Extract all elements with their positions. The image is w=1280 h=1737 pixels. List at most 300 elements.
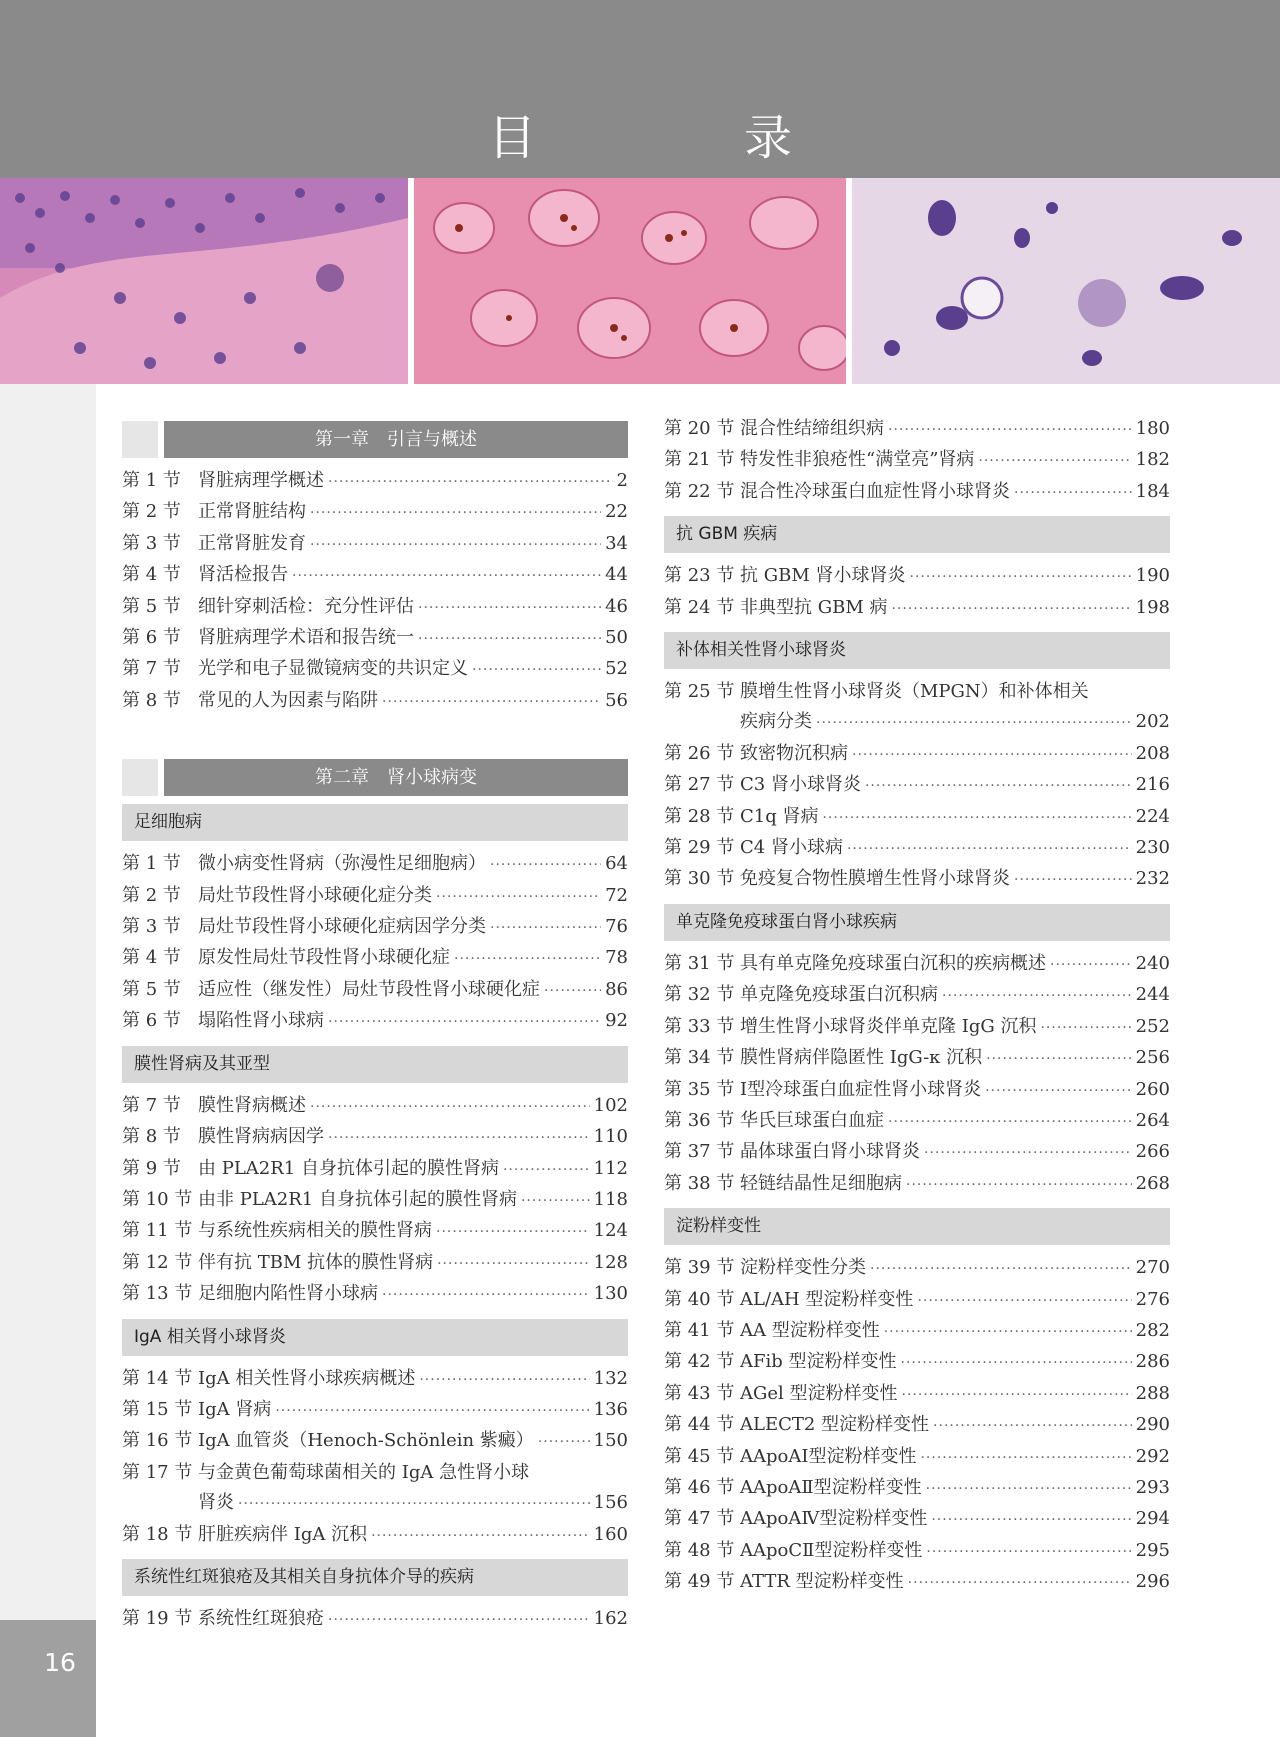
toc-entry[interactable] (664, 770, 1170, 801)
leader-dots (888, 1107, 1132, 1137)
toc-entry[interactable] (664, 1169, 1170, 1200)
leader-dots (238, 1489, 590, 1519)
entry-number: 第 44 节 (664, 1414, 735, 1436)
section-heading: 足细胞病 (122, 804, 628, 841)
entry-title: AApoAⅣ型淀粉样变性 (740, 1508, 928, 1530)
toc-entry[interactable] (122, 849, 628, 880)
section-heading: 膜性肾病及其亚型 (122, 1046, 628, 1083)
leader-dots (884, 1317, 1132, 1347)
entry-page: 198 (1135, 596, 1170, 618)
entry-title: 由非 PLA2R1 自身抗体引起的膜性肾病 (198, 1188, 517, 1210)
entry-title: 单克隆免疫球蛋白沉积病 (740, 984, 938, 1006)
entry-title: 正常肾脏结构 (198, 501, 306, 523)
toc-entry-list (664, 561, 1170, 624)
toc-entry-list (664, 739, 1170, 896)
toc-entry[interactable] (122, 1091, 628, 1122)
entry-number: 第 25 节 (664, 681, 735, 703)
leader-dots (906, 1170, 1132, 1200)
entry-title: 适应性（继发性）局灶节段性肾小球硬化症 (198, 978, 540, 1000)
leader-dots (382, 687, 601, 717)
section-heading: 系统性红斑狼疮及其相关自身抗体介导的疾病 (122, 1559, 628, 1596)
entry-number: 第 24 节 (664, 596, 735, 618)
toc-entry[interactable] (664, 593, 1170, 624)
entry-title: 混合性冷球蛋白血症性肾小球肾炎 (740, 480, 1010, 502)
toc-entry[interactable] (664, 1442, 1170, 1473)
toc-entry[interactable] (122, 1604, 628, 1635)
leader-dots (371, 1521, 590, 1551)
toc-entry[interactable] (664, 1347, 1170, 1378)
entry-title: 增生性肾小球肾炎伴单克隆 IgG 沉积 (740, 1015, 1037, 1037)
entry-number: 第 1 节 (122, 470, 181, 491)
entry-page: 293 (1135, 1476, 1170, 1498)
leader-dots (920, 1443, 1131, 1473)
entry-page: 46 (605, 595, 628, 617)
entry-title: 与系统性疾病相关的膜性肾病 (198, 1220, 432, 1242)
entry-number: 第 41 节 (664, 1319, 735, 1341)
toc-entry[interactable] (122, 1364, 628, 1395)
entry-title: ATTR 型淀粉样变性 (740, 1571, 904, 1593)
toc-entry[interactable] (664, 1536, 1170, 1567)
entry-page: 182 (1135, 449, 1170, 471)
entry-number: 第 3 节 (122, 532, 181, 554)
entry-page: 240 (1135, 952, 1170, 974)
leader-dots (917, 1286, 1131, 1316)
entry-number: 第 21 节 (664, 449, 735, 471)
entry-number: 第 12 节 (122, 1251, 193, 1273)
leader-dots (816, 708, 1132, 738)
entry-number: 第 43 节 (664, 1382, 735, 1404)
leader-dots (1040, 1013, 1131, 1043)
entry-title: 由 PLA2R1 自身抗体引起的膜性肾病 (198, 1157, 499, 1179)
entry-number: 第 6 节 (122, 1010, 181, 1032)
toc-entry[interactable] (664, 949, 1170, 980)
entry-number: 第 2 节 (122, 501, 181, 523)
toc-entry[interactable] (122, 497, 628, 528)
leader-dots (310, 530, 601, 560)
leader-dots (1014, 865, 1132, 895)
entry-page: 102 (593, 1094, 628, 1116)
entry-title: AL/AH 型淀粉样变性 (740, 1288, 914, 1310)
toc-entry-list (664, 1253, 1170, 1598)
section-heading: IgA 相关肾小球肾炎 (122, 1319, 628, 1356)
entry-page: 156 (593, 1492, 628, 1514)
entry-page: 264 (1135, 1109, 1170, 1131)
toc-entry[interactable] (122, 881, 628, 912)
entry-number: 第 17 节 (122, 1461, 193, 1483)
entry-title: 肝脏疾病伴 IgA 沉积 (198, 1523, 368, 1545)
leader-dots (437, 1249, 590, 1279)
entry-number: 第 14 节 (122, 1367, 193, 1389)
entry-page: 216 (1135, 774, 1170, 796)
leader-dots (908, 1568, 1132, 1598)
entry-page: 260 (1135, 1078, 1170, 1100)
toc-entry[interactable] (122, 623, 628, 654)
toc-entry[interactable] (122, 686, 628, 717)
entry-title: 原发性局灶节段性肾小球硬化症 (198, 947, 450, 969)
toc-entry[interactable] (664, 1285, 1170, 1316)
toc-entry[interactable] (664, 802, 1170, 833)
chapter-heading (122, 421, 628, 458)
entry-page: 64 (605, 853, 628, 875)
leader-dots (986, 1044, 1132, 1074)
leader-dots (521, 1186, 590, 1216)
entry-page: 184 (1135, 480, 1170, 502)
toc-entry[interactable] (664, 1316, 1170, 1347)
entry-title: 伴有抗 TBM 抗体的膜性肾病 (198, 1251, 434, 1273)
entry-title: 肾活检报告 (198, 564, 288, 586)
entry-title: 膜性肾病病因学 (198, 1126, 324, 1148)
leader-dots (538, 1427, 590, 1457)
entry-title: AFib 型淀粉样变性 (740, 1351, 897, 1373)
entry-page: 162 (593, 1607, 628, 1629)
entry-page: 290 (1135, 1414, 1170, 1436)
leader-dots (544, 976, 601, 1006)
entry-number: 第 26 节 (664, 742, 735, 764)
leader-dots (275, 1396, 589, 1426)
section-heading: 抗 GBM 疾病 (664, 516, 1170, 553)
chapter-title: 第二章 肾小球病变 (164, 759, 628, 796)
entry-page: 232 (1135, 868, 1170, 890)
page-number-box (0, 1620, 96, 1737)
entry-title: 塌陷性肾小球病 (198, 1010, 324, 1032)
entry-page: 202 (1135, 711, 1170, 733)
entry-title: AGel 型淀粉样变性 (740, 1382, 898, 1404)
entry-title: 系统性红斑狼疮 (198, 1607, 324, 1629)
toc-entry[interactable] (664, 477, 1170, 508)
entry-page: 230 (1135, 837, 1170, 859)
section-heading: 单克隆免疫球蛋白肾小球疾病 (664, 904, 1170, 941)
entry-number: 第 3 节 (122, 916, 181, 938)
leader-dots (472, 655, 601, 685)
entry-title: AApoAⅡ型淀粉样变性 (740, 1476, 922, 1498)
entry-title: IgA 相关性肾小球疾病概述 (198, 1367, 416, 1389)
entry-number: 第 5 节 (122, 595, 181, 617)
leader-dots (909, 562, 1131, 592)
chapter-heading-tab (122, 421, 158, 458)
entry-page: 270 (1135, 1257, 1170, 1279)
entry-title: 常见的人为因素与陷阱 (198, 689, 378, 711)
entry-page: 268 (1135, 1172, 1170, 1194)
entry-page: 288 (1135, 1382, 1170, 1404)
entry-number: 第 36 节 (664, 1109, 735, 1131)
entry-number: 第 4 节 (122, 947, 181, 969)
entry-title: 微小病变性肾病（弥漫性足细胞病） (198, 853, 486, 875)
entry-title: 抗 GBM 肾小球肾炎 (740, 565, 906, 587)
entry-number: 第 10 节 (122, 1188, 193, 1210)
entry-page: 118 (593, 1188, 628, 1210)
entry-page: 56 (605, 689, 628, 711)
entry-page: 296 (1135, 1571, 1170, 1593)
leader-dots (454, 944, 601, 974)
leader-dots (1050, 950, 1132, 980)
toc-entry[interactable] (122, 560, 628, 591)
toc-entry[interactable] (664, 445, 1170, 476)
entry-title: 肾炎 (198, 1492, 234, 1514)
entry-number: 第 5 节 (122, 978, 181, 1000)
entry-title: 疾病分类 (740, 711, 812, 733)
page-title: 目 录 (487, 110, 872, 166)
toc-entry[interactable] (122, 1185, 628, 1216)
entry-page: 266 (1135, 1141, 1170, 1163)
toc-entry[interactable] (664, 1137, 1170, 1168)
toc-entry[interactable] (664, 980, 1170, 1011)
toc-entry[interactable] (122, 1458, 628, 1488)
leader-dots (310, 498, 601, 528)
toc-entry[interactable] (664, 1106, 1170, 1137)
chapter-heading (122, 759, 628, 796)
histology-image-right (852, 178, 1280, 384)
entry-page: 132 (593, 1367, 628, 1389)
entry-page: 44 (605, 564, 628, 586)
toc-entry[interactable] (664, 1567, 1170, 1598)
toc-entry[interactable] (122, 529, 628, 560)
entry-page: 286 (1135, 1351, 1170, 1373)
entry-number: 第 34 节 (664, 1047, 735, 1069)
leader-dots (418, 624, 601, 654)
entry-number: 第 23 节 (664, 565, 735, 587)
entry-number: 第 33 节 (664, 1015, 735, 1037)
entry-page: 224 (1135, 805, 1170, 827)
entry-title: ALECT2 型淀粉样变性 (740, 1414, 930, 1436)
entry-title: 晶体球蛋白肾小球肾炎 (740, 1141, 920, 1163)
leader-dots (382, 1280, 590, 1310)
leader-dots (328, 1123, 590, 1153)
section-heading: 淀粉样变性 (664, 1208, 1170, 1245)
entry-number: 第 8 节 (122, 689, 181, 711)
toc-entry[interactable] (664, 1379, 1170, 1410)
left-margin-band (0, 384, 96, 1737)
leader-dots (490, 850, 601, 880)
entry-title: 膜增生性肾小球肾炎（MPGN）和补体相关 (740, 681, 1089, 703)
entry-number: 第 38 节 (664, 1172, 735, 1194)
leader-dots (901, 1348, 1132, 1378)
entry-number: 第 16 节 (122, 1430, 193, 1452)
toc-left-column (122, 415, 628, 1635)
chapter-heading-tab (122, 759, 158, 796)
entry-title: 肾脏病理学术语和报告统一 (198, 627, 414, 649)
entry-title: 华氏巨球蛋白血症 (740, 1109, 884, 1131)
leader-dots (933, 1411, 1132, 1441)
leader-dots (1014, 478, 1132, 508)
leader-dots (419, 1365, 589, 1395)
entry-number: 第 8 节 (122, 1126, 181, 1148)
entry-page: 282 (1135, 1319, 1170, 1341)
histology-image-center (414, 178, 846, 384)
toc-entry[interactable] (122, 1006, 628, 1037)
entry-page: 292 (1135, 1445, 1170, 1467)
histology-image-left (0, 178, 408, 384)
toc-entry-list (122, 849, 628, 1037)
entry-number: 第 49 节 (664, 1571, 735, 1593)
toc-entry[interactable] (122, 1426, 628, 1457)
toc-entry[interactable] (122, 1216, 628, 1247)
entry-number: 第 11 节 (122, 1220, 193, 1242)
entry-title: 特发性非狼疮性“满堂亮”肾病 (740, 449, 975, 471)
entry-page: 78 (605, 947, 628, 969)
entry-number: 第 18 节 (122, 1523, 193, 1545)
entry-page: 76 (605, 916, 628, 938)
entry-title: 光学和电子显微镜病变的共识定义 (198, 658, 468, 680)
entry-number: 第 27 节 (664, 774, 735, 796)
leader-dots (822, 803, 1131, 833)
toc-entry[interactable] (664, 1473, 1170, 1504)
leader-dots (888, 415, 1132, 445)
entry-number: 第 35 节 (664, 1078, 735, 1100)
entry-number: 第 29 节 (664, 837, 735, 859)
entry-title: AApoAⅠ型淀粉样变性 (740, 1445, 917, 1467)
toc-entry[interactable] (664, 414, 1170, 445)
entry-page: 136 (593, 1398, 628, 1420)
toc-entry-continuation[interactable] (664, 707, 1170, 738)
toc-entry[interactable] (664, 1075, 1170, 1106)
entry-title: 局灶节段性肾小球硬化症分类 (198, 884, 432, 906)
leader-dots (926, 1474, 1132, 1504)
leader-dots (310, 1092, 590, 1122)
toc-entry[interactable] (122, 1154, 628, 1185)
entry-page: 86 (605, 978, 628, 1000)
toc-entry-continuation[interactable] (122, 1488, 628, 1519)
leader-dots (891, 594, 1131, 624)
entry-title: AApoCⅡ型淀粉样变性 (740, 1539, 923, 1561)
entry-page: 130 (593, 1283, 628, 1305)
leader-dots (924, 1138, 1132, 1168)
toc-entry[interactable] (122, 975, 628, 1006)
toc-entry[interactable] (664, 739, 1170, 770)
entry-page: 2 (616, 470, 628, 491)
entry-number: 第 37 节 (664, 1141, 735, 1163)
entry-page: 244 (1135, 984, 1170, 1006)
entry-title: AA 型淀粉样变性 (740, 1319, 880, 1341)
toc-right-column (664, 414, 1170, 1599)
entry-title: C3 肾小球肾炎 (740, 774, 861, 796)
entry-title: Ⅰ型冷球蛋白血症性肾小球肾炎 (740, 1078, 982, 1100)
leader-dots (436, 1217, 590, 1247)
toc-entry[interactable] (122, 1520, 628, 1551)
leader-dots (865, 771, 1132, 801)
toc-entry[interactable] (122, 466, 628, 497)
entry-number: 第 20 节 (664, 418, 735, 439)
entry-title: IgA 血管炎（Henoch-Schönlein 紫癜） (198, 1430, 534, 1452)
entry-title: 肾脏病理学概述 (198, 470, 324, 491)
entry-title: 淀粉样变性分类 (740, 1257, 866, 1279)
entry-number: 第 13 节 (122, 1283, 193, 1305)
toc-entry[interactable] (664, 1043, 1170, 1074)
toc-entry[interactable] (122, 943, 628, 974)
entry-number: 第 9 节 (122, 1157, 181, 1179)
toc-entry[interactable] (122, 654, 628, 685)
entry-title: 具有单克隆免疫球蛋白沉积的疾病概述 (740, 952, 1046, 974)
page-number: 16 (44, 1648, 76, 1677)
entry-title: 正常肾脏发育 (198, 532, 306, 554)
leader-dots (328, 1605, 590, 1635)
entry-number: 第 30 节 (664, 868, 735, 890)
entry-number: 第 22 节 (664, 480, 735, 502)
entry-title: IgA 肾病 (198, 1398, 272, 1420)
entry-number: 第 1 节 (122, 853, 181, 875)
entry-title: 膜性肾病伴隐匿性 IgG-κ 沉积 (740, 1047, 983, 1069)
leader-dots (847, 834, 1132, 864)
toc-entry[interactable] (122, 1122, 628, 1153)
leader-dots (292, 561, 601, 591)
entry-number: 第 32 节 (664, 984, 735, 1006)
entry-number: 第 45 节 (664, 1445, 735, 1467)
toc-entry[interactable] (122, 592, 628, 623)
entry-title: 膜性肾病概述 (198, 1094, 306, 1116)
toc-entry-list (122, 466, 628, 717)
entry-page: 22 (605, 501, 628, 523)
entry-title: 足细胞内陷性肾小球病 (198, 1283, 378, 1305)
leader-dots (418, 593, 601, 623)
section-heading: 补体相关性肾小球肾炎 (664, 632, 1170, 669)
entry-number: 第 40 节 (664, 1288, 735, 1310)
leader-dots (902, 1380, 1132, 1410)
entry-page: 252 (1135, 1015, 1170, 1037)
entry-number: 第 46 节 (664, 1476, 735, 1498)
toc-entry[interactable] (664, 1253, 1170, 1284)
toc-entry[interactable] (122, 912, 628, 943)
leader-dots (852, 740, 1132, 770)
entry-page: 50 (605, 627, 628, 649)
entry-page: 52 (605, 658, 628, 680)
entry-page: 112 (593, 1157, 628, 1179)
toc-entry[interactable] (664, 833, 1170, 864)
leader-dots (931, 1505, 1131, 1535)
toc-entry-list (664, 949, 1170, 1200)
entry-title: 轻链结晶性足细胞病 (740, 1172, 902, 1194)
toc-entry[interactable] (664, 1410, 1170, 1441)
entry-title: C1q 肾病 (740, 805, 819, 827)
toc-entry[interactable] (664, 677, 1170, 707)
entry-page: 92 (605, 1010, 628, 1032)
entry-number: 第 28 节 (664, 805, 735, 827)
entry-number: 第 39 节 (664, 1257, 735, 1279)
leader-dots (926, 1537, 1131, 1567)
toc-entry[interactable] (122, 1395, 628, 1426)
entry-page: 34 (605, 532, 628, 554)
leader-dots (942, 981, 1132, 1011)
leader-dots (978, 446, 1131, 476)
leader-dots (328, 467, 613, 497)
toc-entry-list (122, 1364, 628, 1458)
entry-title: 混合性结缔组织病 (740, 418, 884, 439)
entry-page: 294 (1135, 1508, 1170, 1530)
toc-entry[interactable] (122, 1248, 628, 1279)
toc-entry[interactable] (664, 1012, 1170, 1043)
entry-page: 128 (593, 1251, 628, 1273)
entry-page: 150 (593, 1430, 628, 1452)
leader-dots (490, 913, 601, 943)
leader-dots (436, 882, 601, 912)
toc-entry[interactable] (664, 1504, 1170, 1535)
chapter-title: 第一章 引言与概述 (164, 421, 628, 458)
toc-entry[interactable] (664, 864, 1170, 895)
entry-title: 免疫复合物性膜增生性肾小球肾炎 (740, 868, 1010, 890)
entry-number: 第 42 节 (664, 1351, 735, 1373)
entry-page: 295 (1135, 1539, 1170, 1561)
entry-title: 细针穿刺活检：充分性评估 (198, 595, 414, 617)
leader-dots (503, 1155, 590, 1185)
entry-number: 第 7 节 (122, 658, 181, 680)
toc-entry[interactable] (122, 1279, 628, 1310)
toc-entry[interactable] (664, 561, 1170, 592)
leader-dots (870, 1254, 1132, 1284)
entry-number: 第 2 节 (122, 884, 181, 906)
toc-entry-list (122, 1091, 628, 1311)
entry-number: 第 48 节 (664, 1539, 735, 1561)
entry-title: 致密物沉积病 (740, 742, 848, 764)
entry-page: 256 (1135, 1047, 1170, 1069)
entry-page: 110 (593, 1126, 628, 1148)
